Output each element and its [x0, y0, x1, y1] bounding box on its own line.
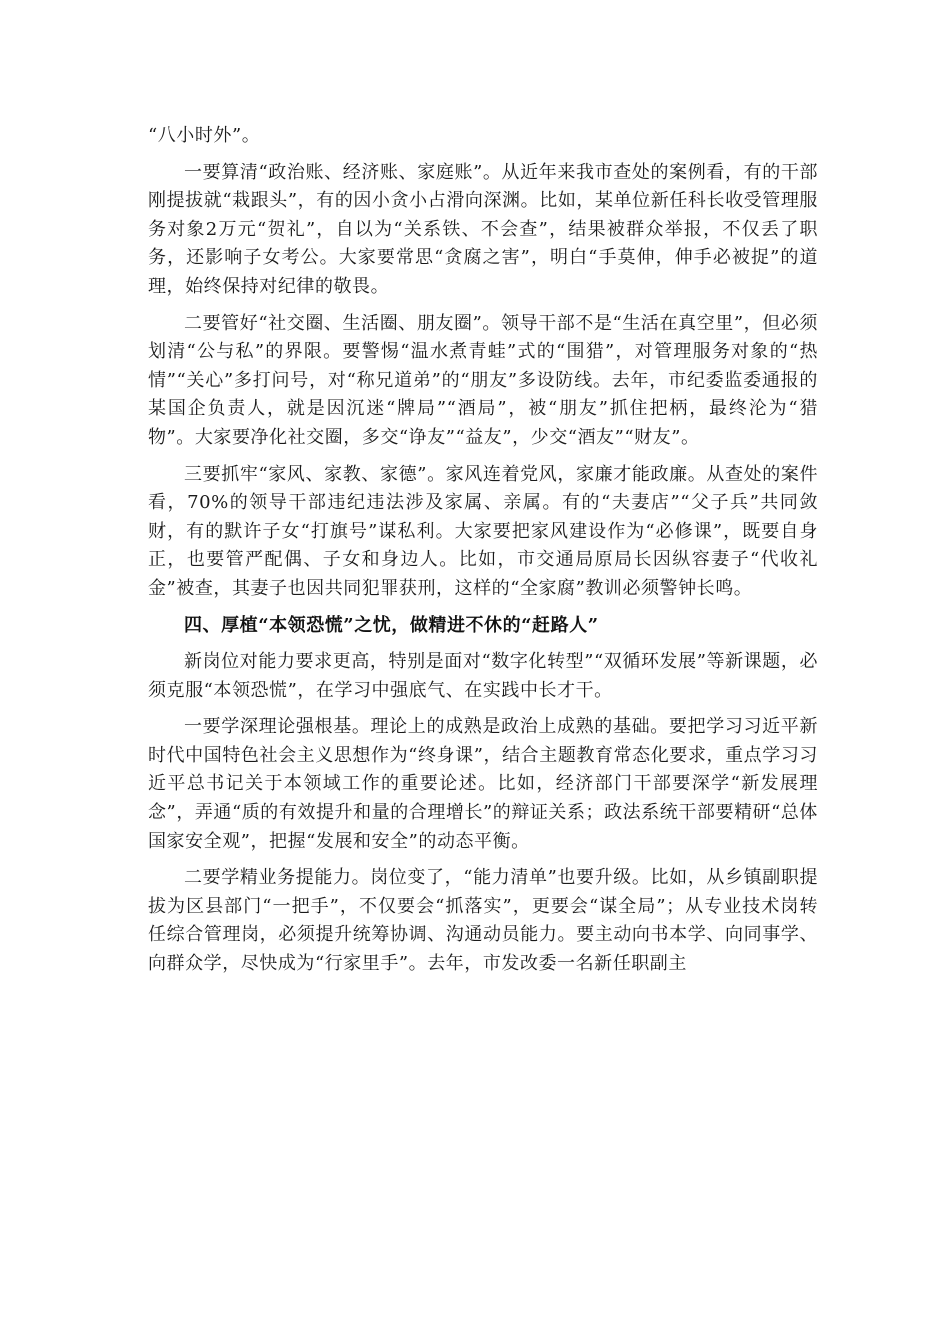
- paragraph-section-intro: 新岗位对能力要求更高，特别是面对“数字化转型”“双循环发展”等新课题，必须克服“本领恐慌”，在学习中强底气、在实践中长才干。: [148, 651, 818, 701]
- paragraph-continuation: “八小时外”。: [148, 125, 261, 146]
- paragraph-theory-study: 一要学深理论强根基。理论上的成熟是政治上成熟的基础。要把学习习近平新时代中国特色社会主义思想作为“终身课”，结合主题教育常态化要求，重点学习习近平总书记关于本领域工作的重要论述。比如，经济部门干部要深学“新发展理念”，弄通“质的有效提升和量的合理增长”的辩证关系；政法系统干部要精研“总体国家安全观”，把握“发展和安全”的动态平衡。: [148, 716, 818, 852]
- document-body: [148, 122, 818, 987]
- paragraph-social-circles: 二要管好“社交圈、生活圈、朋友圈”。领导干部不是“生活在真空里”，但必须划清“公与私”的界限。要警惕“温水煮青蛙”式的“围猎”，对管理服务对象的“热情”“关心”多打问号，对“称兄道弟”的“朋友”多设防线。去年，市纪委监委通报的某国企负责人，就是因沉迷“牌局”“酒局”，被“朋友”抓住把柄，最终沦为“猎物”。大家要净化社交圈，多交“诤友”“益友”，少交“酒友”“财友”。: [148, 312, 818, 448]
- section-heading: 四、厚植“本领恐慌”之忧，做精进不休的“赶路人”: [184, 614, 599, 636]
- paragraph-family-style: 三要抓牢“家风、家教、家德”。家风连着党风，家廉才能政廉。从查处的案件看，70%的领导干部违纪违法涉及家属、亲属。有的“夫妻店”“父子兵”共同敛财，有的默许子女“打旗号”谋私利。大家要把家风建设作为“必修课”，既要自身正，也要管严配偶、子女和身边人。比如，市交通局原局长因纵容妻子“代收礼金”被查，其妻子也因共同犯罪获刑，这样的“全家腐”教训必须警钟长鸣。: [148, 463, 818, 599]
- paragraph-political-economic-family-accounts: 一要算清“政治账、经济账、家庭账”。从近年来我市查处的案例看，有的干部刚提拔就“栽跟头”，有的因小贪小占滑向深渊。比如，某单位新任科长收受管理服务对象2万元“贺礼”，自以为“关系铁、不会查”，结果被群众举报，不仅丢了职务，还影响子女考公。大家要常思“贪腐之害”，明白“手莫伸，伸手必被捉”的道理，始终保持对纪律的敬畏。: [148, 161, 818, 297]
- paragraph-business-skills: 二要学精业务提能力。岗位变了，“能力清单”也要升级。比如，从乡镇副职提拔为区县部门“一把手”，不仅要会“抓落实”，更要会“谋全局”；从专业技术岗转任综合管理岗，必须提升统筹协调、沟通动员能力。要主动向书本学、向同事学、向群众学，尽快成为“行家里手”。去年，市发改委一名新任职副主: [148, 867, 818, 975]
